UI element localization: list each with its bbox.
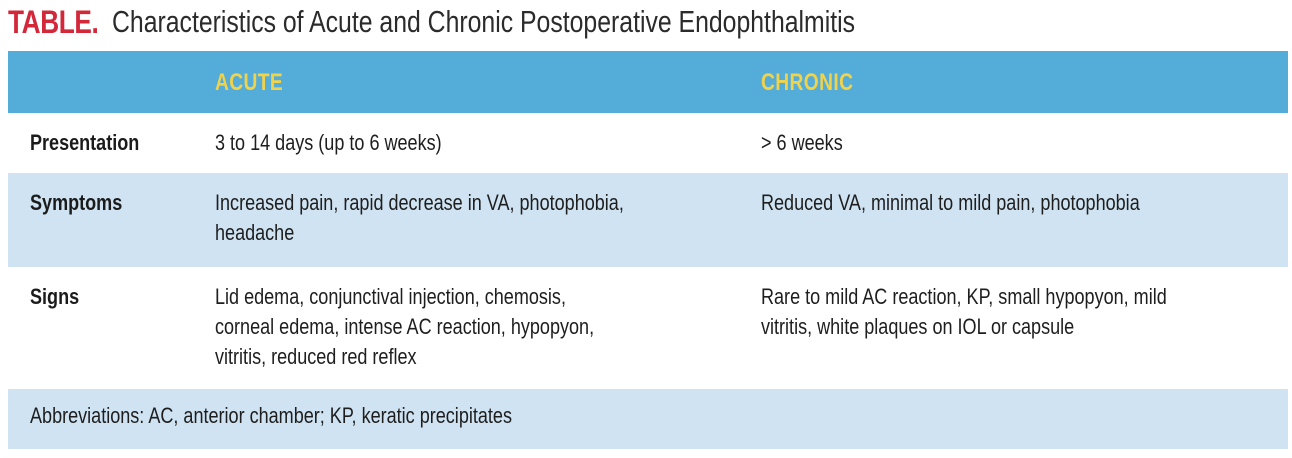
column-header-chronic: CHRONIC: [761, 69, 854, 96]
abbreviations-note: Abbreviations: AC, anterior chamber; KP, keratic precipitates: [30, 403, 512, 428]
cell-presentation-acute: 3 to 14 days (up to 6 weeks): [215, 130, 442, 155]
table-label: TABLE.: [8, 4, 99, 40]
cell-presentation-chronic: > 6 weeks: [761, 130, 843, 155]
table-row: [8, 173, 1288, 267]
column-header-acute: ACUTE: [215, 69, 284, 96]
endophthalmitis-table: [8, 51, 1288, 449]
table-footnote-row: [8, 389, 1288, 449]
table-title: [8, 2, 856, 42]
cell-signs-acute: Lid edema, conjunctival injection, chemosis, corneal edema, intense AC reaction, hypopyon, vitritis, reduced red reflex: [215, 284, 595, 369]
table-caption: Characteristics of Acute and Chronic Postoperative Endophthalmitis: [112, 4, 856, 39]
cell-symptoms-chronic: Reduced VA, minimal to mild pain, photophobia: [761, 190, 1140, 215]
row-label-presentation: Presentation: [30, 130, 140, 155]
cell-signs-chronic: Rare to mild AC reaction, KP, small hypopyon, mild vitritis, white plaques on IOL or capsule: [761, 284, 1167, 339]
cell-symptoms-acute: Increased pain, rapid decrease in VA, photophobia, headache: [215, 190, 624, 245]
table-row: [8, 267, 1288, 389]
row-label-signs: Signs: [30, 284, 80, 309]
table-row: [8, 113, 1288, 173]
table-header-row: [8, 51, 1288, 113]
row-label-symptoms: Symptoms: [30, 190, 123, 215]
